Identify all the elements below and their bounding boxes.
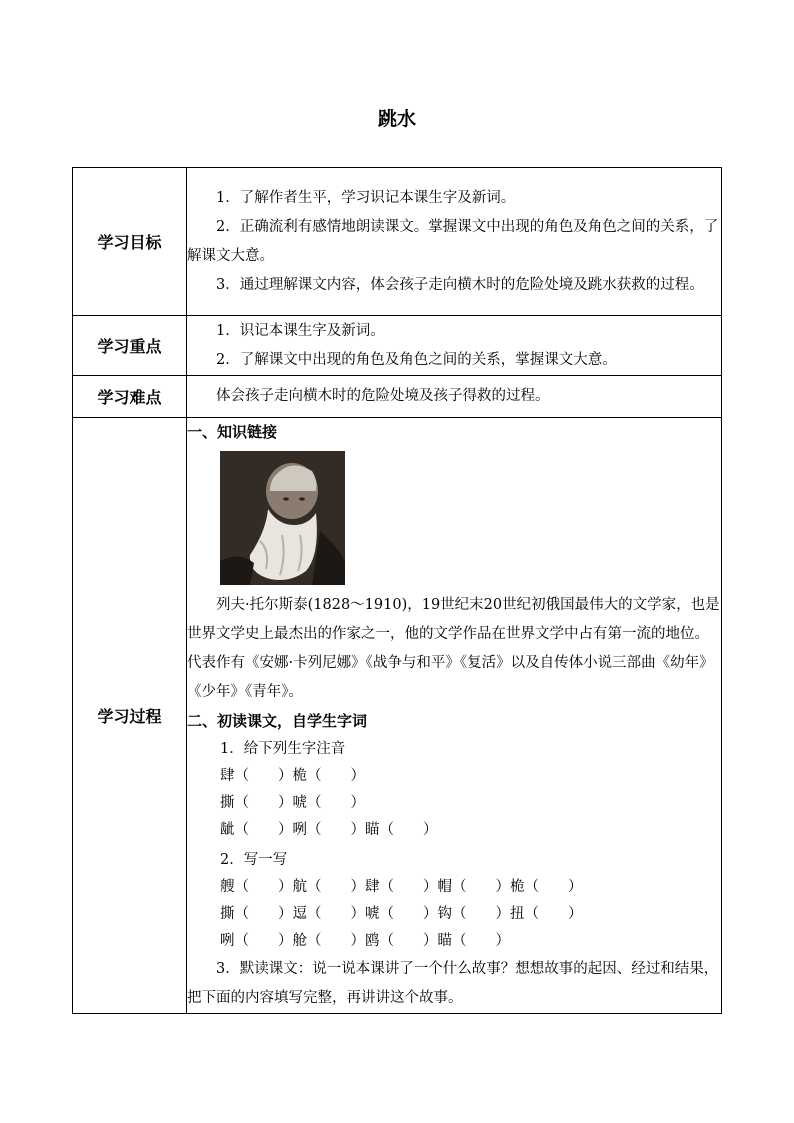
key-points-row (73, 316, 722, 376)
page-title: 跳水 (377, 108, 416, 130)
key-point-item: 1．识记本课生字及新词。 (216, 322, 385, 339)
objective-item: 2．正确流利有感情地朗读课文。掌握课文中出现的角色及角色之间的关系，了解课文大意。 (187, 218, 719, 264)
silent-reading-question: 3．默读课文：说一说本课讲了一个什么故事？想想故事的起因、经过和结果，把下面的内容填写完整，再讲讲这个故事。 (187, 961, 719, 1006)
write-line: 艘（ ）航（ ）肆（ ）帽（ ）桅（ ） (220, 879, 583, 895)
pinyin-line: 龇（ ）咧（ ）瞄（ ） (220, 822, 438, 838)
knowledge-link-heading: 一、知识链接 (187, 423, 278, 441)
author-bio: 列夫·托尔斯泰(1828～1910)，19世纪末20世纪初俄国最伟大的文学家，也是世界文学史上最杰出的作家之一，他的文学作品在世界文学中占有第一流的地位。代表作有《安娜·卡列尼娜》《战争与和平》《复活》以及自传体小说三部曲《幼年》《少年》《青年》。 (187, 597, 720, 700)
write-line: 撕（ ）逗（ ）唬（ ）钩（ ）扭（ ） (220, 906, 583, 922)
process-label: 学习过程 (73, 418, 187, 1014)
objectives-content (187, 168, 722, 316)
pinyin-question: 1．给下列生字注音 (220, 741, 346, 757)
objectives-label: 学习目标 (73, 168, 187, 316)
difficulties-label: 学习难点 (73, 376, 187, 418)
objective-item: 3．通过理解课文内容，体会孩子走向横木时的危险处境及跳水获救的过程。 (216, 276, 704, 293)
write-question: 2．写一写 (220, 852, 288, 868)
first-reading-heading: 二、初读课文，自学生字词 (187, 712, 368, 730)
objectives-row (73, 168, 722, 316)
key-points-label: 学习重点 (73, 316, 187, 376)
objective-item: 1．了解作者生平，学习识记本课生字及新词。 (216, 189, 516, 206)
difficulties-row (73, 376, 722, 418)
key-points-content (187, 316, 722, 376)
process-content (187, 418, 722, 1014)
process-row (73, 418, 722, 1014)
write-line: 咧（ ）舱（ ）鸥（ ）瞄（ ） (220, 933, 510, 949)
pinyin-line: 撕（ ）唬（ ） (220, 795, 365, 811)
key-point-item: 2．了解课文中出现的角色及角色之间的关系，掌握课文大意。 (216, 351, 617, 368)
author-portrait-image (220, 451, 345, 585)
difficulties-content (187, 376, 722, 418)
pinyin-line: 肆（ ）桅（ ） (220, 768, 365, 784)
lesson-plan-table (72, 167, 722, 1014)
difficulty-item: 体会孩子走向横木时的危险处境及孩子得救的过程。 (216, 388, 550, 404)
